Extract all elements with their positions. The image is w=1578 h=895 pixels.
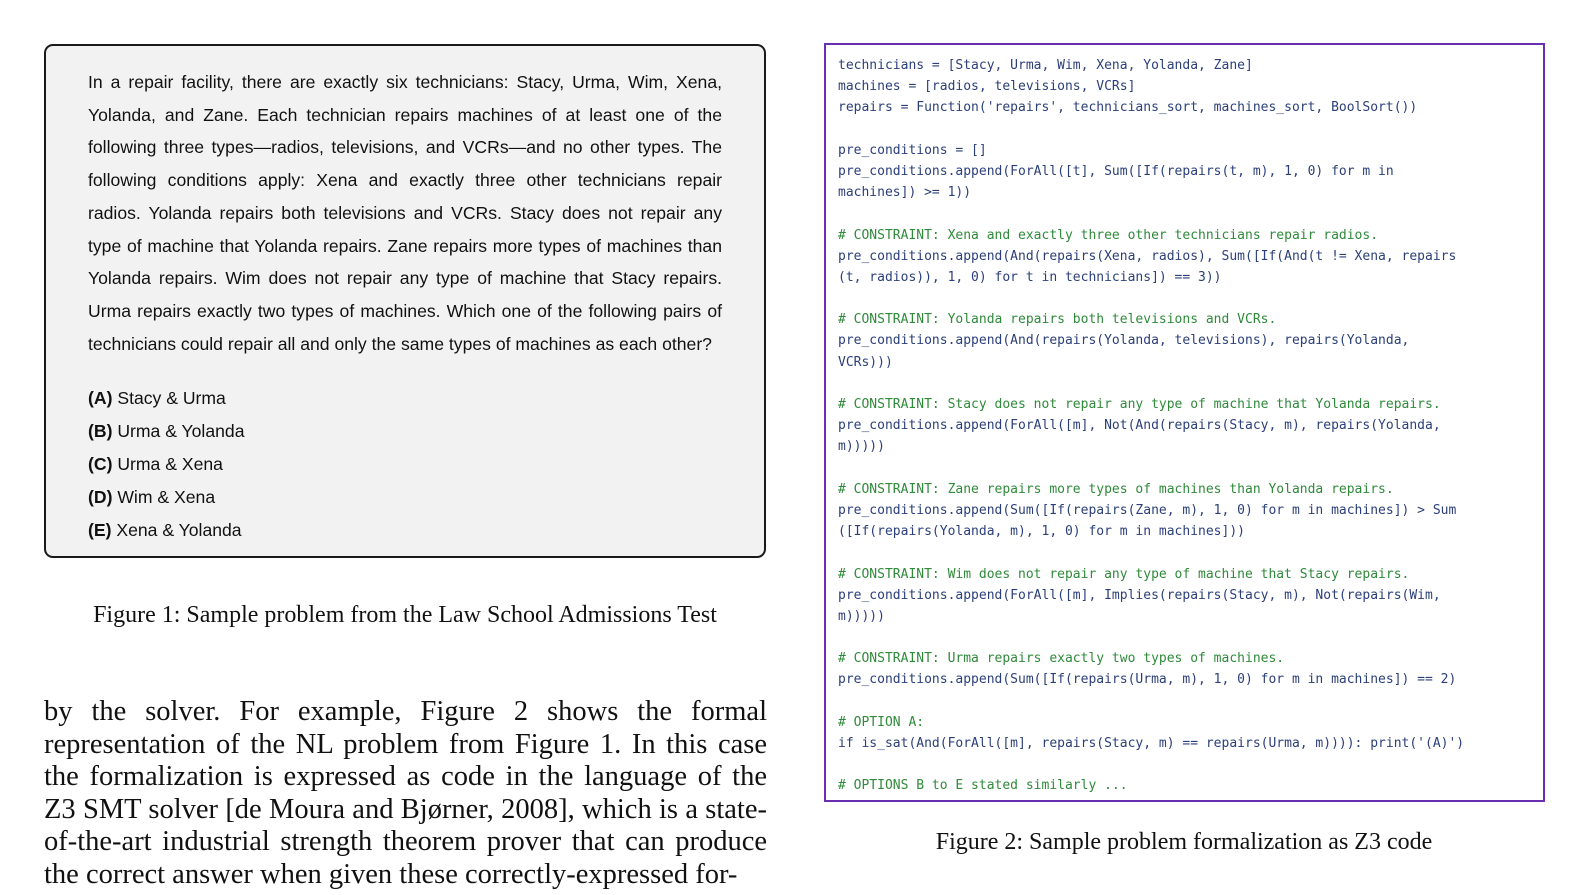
option-letter: (C) [88, 453, 113, 474]
option-letter: (D) [88, 486, 113, 507]
option-text: Stacy & Urma [117, 388, 226, 409]
code-line: machines]) >= 1)) [838, 185, 972, 201]
option-d [88, 481, 722, 514]
body-paragraph: by the solver. For example, Figure 2 shows the formal representation of the NL problem from Figure 1. In this case the formalization is expressed as code in the language of the Z3 SMT solver [de Moura and Bjørner, 2008], which is a state-of-the-art industrial strength theorem prover that can produce the correct answer when given these correctly-expressed for- [44, 696, 767, 890]
figure2-code-box [824, 43, 1545, 802]
option-text: Xena & Yolanda [116, 519, 242, 540]
code-comment-line: # CONSTRAINT: Stacy does not repair any type of machine that Yolanda repairs. [838, 397, 1441, 412]
code-comment-line: # OPTIONS B to E stated similarly ... [838, 778, 1128, 794]
code-line: pre_conditions = [] [838, 142, 987, 158]
code-comment-line: # CONSTRAINT: Xena and exactly three other technicians repair radios. [838, 227, 1379, 243]
option-text: Wim & Xena [117, 486, 216, 507]
code-line [838, 373, 1543, 394]
answer-options [88, 382, 722, 546]
code-line: (t, radios)), 1, 0) for t in technicians]) == 3)) [838, 269, 1222, 285]
option-letter: (E) [88, 519, 112, 540]
code-comment-line: # CONSTRAINT: Yolanda repairs both televisions and VCRs. [838, 312, 1277, 328]
code-line [838, 288, 1543, 309]
option-c [88, 448, 722, 481]
figure1-caption: Figure 1: Sample problem from the Law School Admissions Test [93, 602, 717, 628]
figure1-problem-box [44, 44, 766, 558]
code-comment-line: # CONSTRAINT: Zane repairs more types of machines than Yolanda repairs. [838, 481, 1394, 497]
option-letter: (B) [88, 421, 113, 442]
code-line: repairs = Function('repairs', technicians_sort, machines_sort, BoolSort()) [838, 100, 1418, 116]
code-line [838, 627, 1543, 648]
code-line: technicians = [Stacy, Urma, Wim, Xena, Yolanda, Zane] [838, 58, 1253, 73]
code-line: pre_conditions.append(Sum([If(repairs(Zane, m), 1, 0) for m in machines]) > Sum [838, 502, 1457, 518]
option-letter: (A) [88, 388, 113, 409]
option-text: Urma & Xena [117, 453, 223, 474]
problem-text: In a repair facility, there are exactly six technicians: Stacy, Urma, Wim, Xena, Yolanda, and Zane. Each technician repairs machines of at least one of the following three types—radios, televisions, and VCRs—and no other types. The following conditions apply: Xena and exactly three other technicians repair radios. Yolanda repairs both televisions and VCRs. Stacy does not repair any type of machine that Yolanda repairs. Zane repairs more types of machines than Yolanda repairs. Wim does not repair any type of machine that Stacy repairs. Urma repairs exactly two types of machines. Which one of the following pairs of technicians could repair all and only the same types of machines as each other? [88, 72, 722, 354]
code-line [838, 119, 1543, 140]
code-line: m))))) [838, 608, 885, 624]
option-e [88, 514, 722, 547]
code-line: VCRs))) [838, 354, 893, 370]
option-b [88, 415, 722, 448]
code-line: pre_conditions.append(ForAll([m], Not(And(repairs(Stacy, m), repairs(Yolanda, [838, 418, 1441, 434]
code-line [838, 542, 1543, 563]
code-line: pre_conditions.append(And(repairs(Yolanda, televisions), repairs(Yolanda, [838, 333, 1410, 349]
code-line: pre_conditions.append(And(repairs(Xena, radios), Sum([If(And(t != Xena, repairs [838, 248, 1457, 264]
figure2-caption: Figure 2: Sample problem formalization as Z3 code [935, 829, 1433, 855]
code-comment-line: # CONSTRAINT: Urma repairs exactly two types of machines. [838, 651, 1285, 667]
code-line: if is_sat(And(ForAll([m], repairs(Stacy, m) == repairs(Urma, m)))): print('(A)') [838, 736, 1465, 751]
option-a [88, 382, 722, 415]
option-text: Urma & Yolanda [117, 421, 245, 442]
code-line [838, 691, 1543, 712]
code-line: pre_conditions.append(ForAll([t], Sum([If(repairs(t, m), 1, 0) for m in [838, 163, 1394, 179]
code-line: m))))) [838, 439, 885, 455]
code-line: pre_conditions.append(Sum([If(repairs(Urma, m), 1, 0) for m in machines]) == 2) [838, 672, 1457, 688]
code-line [838, 754, 1543, 775]
code-comment-line: # OPTION A: [838, 714, 925, 730]
code-line: ([If(repairs(Yolanda, m), 1, 0) for m in machines])) [838, 524, 1245, 540]
code-line: pre_conditions.append(ForAll([m], Implies(repairs(Stacy, m), Not(repairs(Wim, [838, 587, 1441, 603]
code-line [838, 203, 1543, 224]
code-line: machines = [radios, televisions, VCRs] [838, 79, 1136, 95]
code-line [838, 458, 1543, 479]
code-comment-line: # CONSTRAINT: Wim does not repair any type of machine that Stacy repairs. [838, 566, 1410, 582]
